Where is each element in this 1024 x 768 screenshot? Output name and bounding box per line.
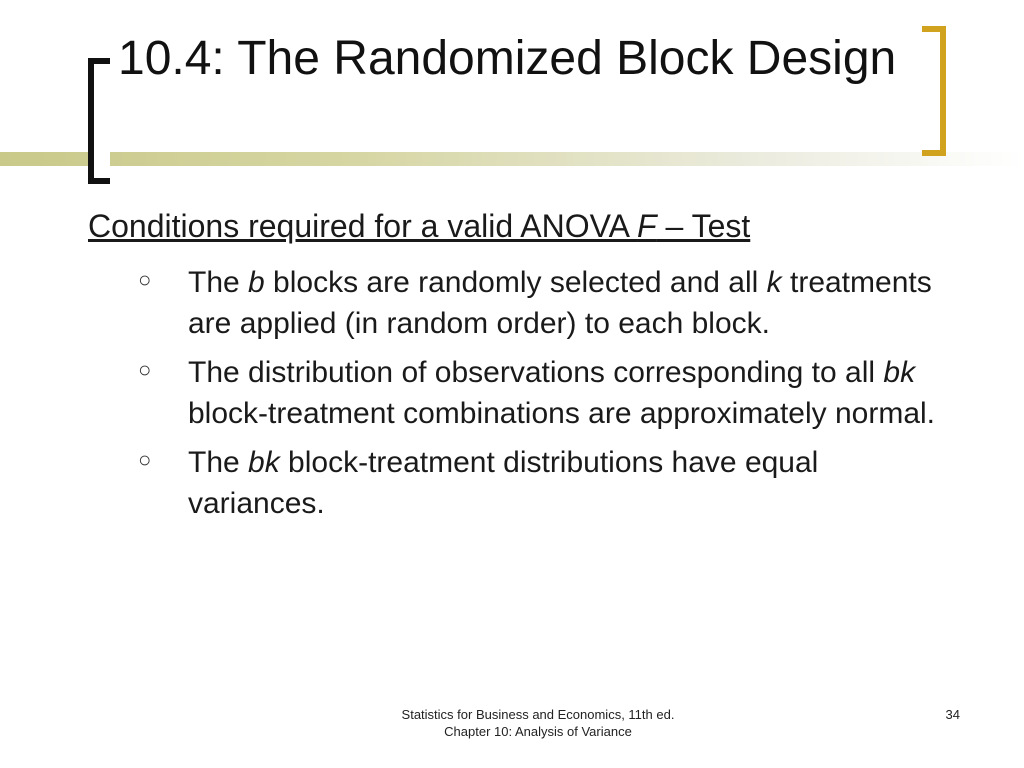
bullet-text: blocks are randomly selected and all — [264, 266, 767, 299]
circle-bullet-icon: ○ — [138, 357, 152, 382]
right-bracket-decoration — [922, 26, 946, 156]
bullet-text: treatments are applied (in random order) to each block. — [188, 266, 932, 340]
slide-title: 10.4: The Randomized Block Design — [118, 32, 897, 85]
circle-bullet-icon: ○ — [138, 447, 152, 472]
list-item — [138, 442, 938, 524]
subheading-test: – Test — [656, 208, 751, 244]
bullet-text: block-treatment combinations are approximately normal. — [188, 397, 935, 430]
footer-book-title: Statistics for Business and Economics, 11th ed. — [401, 707, 675, 722]
bullet-text: block-treatment distributions have equal variances. — [188, 446, 819, 520]
slide-footer — [330, 706, 746, 740]
footer-chapter: Chapter 10: Analysis of Variance — [444, 724, 632, 739]
bullet-text: The — [188, 446, 249, 479]
circle-bullet-icon: ○ — [138, 267, 152, 292]
slide-subheading — [88, 206, 750, 246]
bullet-italic: bk — [248, 446, 280, 479]
condition-list — [138, 262, 938, 532]
list-item — [138, 352, 938, 434]
bullet-italic: bk — [883, 356, 916, 389]
subheading-f-italic: F — [637, 208, 657, 244]
subheading-text: Conditions required for a valid ANOVA — [88, 208, 638, 244]
bullet-text: The distribution of observations corresponding to all — [188, 356, 884, 389]
bullet-italic: k — [766, 266, 782, 299]
bullet-text: The — [188, 266, 249, 299]
left-bracket-decoration — [88, 58, 110, 184]
bullet-italic: b — [248, 266, 265, 299]
title-underline-bar — [0, 152, 1024, 166]
page-number: 34 — [945, 707, 960, 722]
list-item — [138, 262, 938, 344]
